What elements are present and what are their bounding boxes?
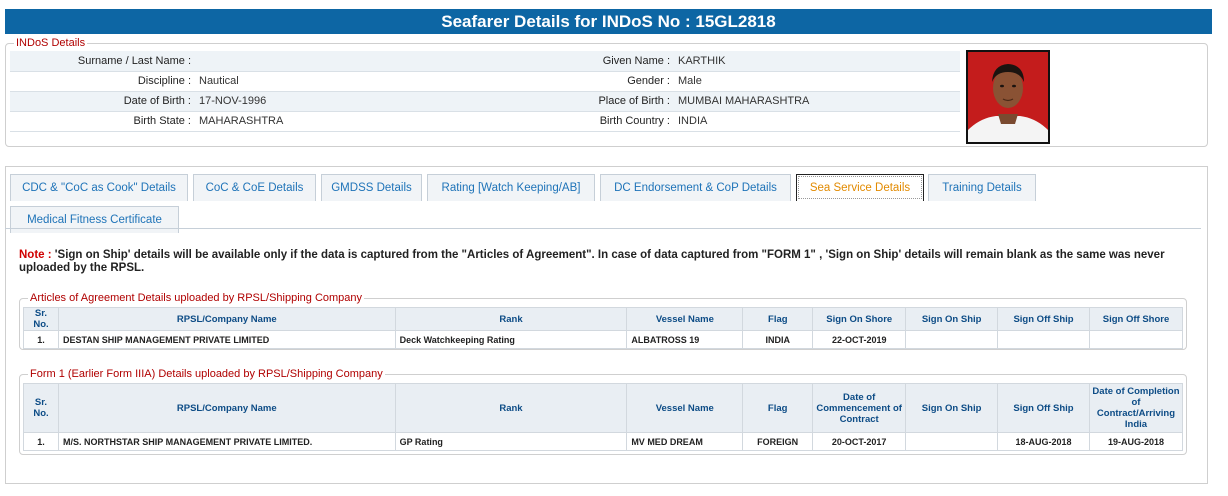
table-header-row bbox=[24, 384, 1183, 433]
note-label: Note : bbox=[19, 249, 52, 261]
col-header-completion: Date of Completion of Contract/Arriving India bbox=[1089, 384, 1182, 433]
cell-sign-off-shore bbox=[1090, 331, 1183, 349]
given-name-label: Given Name : bbox=[485, 51, 674, 71]
discipline-label: Discipline : bbox=[10, 71, 195, 91]
col-header-vessel: Vessel Name bbox=[627, 384, 743, 433]
place-of-birth-label: Place of Birth : bbox=[485, 91, 674, 111]
indos-details-section bbox=[5, 37, 1208, 147]
cell-flag: FOREIGN bbox=[743, 433, 813, 451]
tab-coc-coe[interactable]: CoC & CoE Details bbox=[193, 174, 316, 201]
tab-medical-fitness[interactable]: Medical Fitness Certificate bbox=[10, 206, 179, 233]
info-row bbox=[10, 71, 960, 91]
cell-rank: GP Rating bbox=[395, 433, 627, 451]
indos-info-table bbox=[10, 51, 960, 132]
col-header-commencement: Date of Commencement of Contract bbox=[813, 384, 906, 433]
col-header-flag: Flag bbox=[743, 384, 813, 433]
col-header-sign-off-ship: Sign Off Ship bbox=[998, 308, 1090, 331]
col-header-vessel: Vessel Name bbox=[627, 308, 743, 331]
table-header-row bbox=[24, 308, 1183, 331]
col-header-company: RPSL/Company Name bbox=[58, 384, 395, 433]
seafarer-photo bbox=[966, 50, 1050, 144]
birth-country-label: Birth Country : bbox=[485, 111, 674, 131]
cell-sr-no: 1. bbox=[24, 433, 59, 451]
table-row bbox=[24, 433, 1183, 451]
info-row bbox=[10, 51, 960, 71]
cell-company: M/S. NORTHSTAR SHIP MANAGEMENT PRIVATE LIMITED. bbox=[58, 433, 395, 451]
articles-legend: Articles of Agreement Details uploaded by RPSL/Shipping Company bbox=[30, 292, 363, 304]
col-header-sign-on-shore: Sign On Shore bbox=[813, 308, 906, 331]
cell-sr-no: 1. bbox=[24, 331, 59, 349]
tab-dc-endorsement-cop[interactable]: DC Endorsement & CoP Details bbox=[600, 174, 791, 201]
form1-section bbox=[19, 368, 1187, 455]
form1-table bbox=[23, 383, 1183, 451]
note-text: 'Sign on Ship' details will be available only if the data is captured from the "Articles of Agreement". In case of data captured from "FORM 1" , 'Sign on Ship' details will remain blank as the same was never uploaded by the RPSL. bbox=[19, 249, 1165, 274]
surname-label: Surname / Last Name : bbox=[10, 51, 195, 71]
given-name-value: KARTHIK bbox=[674, 51, 960, 71]
col-header-sr-no: Sr. No. bbox=[24, 308, 59, 331]
articles-table bbox=[23, 307, 1183, 349]
cell-sign-off-ship bbox=[998, 331, 1090, 349]
table-row bbox=[24, 331, 1183, 349]
gender-label: Gender : bbox=[485, 71, 674, 91]
person-photo-icon bbox=[968, 52, 1048, 142]
col-header-sr-no: Sr. No. bbox=[24, 384, 59, 433]
info-row bbox=[10, 91, 960, 111]
cell-vessel: ALBATROSS 19 bbox=[627, 331, 743, 349]
birth-state-label: Birth State : bbox=[10, 111, 195, 131]
col-header-flag: Flag bbox=[743, 308, 813, 331]
col-header-rank: Rank bbox=[395, 384, 627, 433]
tab-sea-service[interactable]: Sea Service Details bbox=[796, 174, 924, 201]
form1-legend: Form 1 (Earlier Form IIIA) Details uploaded by RPSL/Shipping Company bbox=[30, 368, 383, 380]
place-of-birth-value: MUMBAI MAHARASHTRA bbox=[674, 91, 960, 111]
tab-gmdss[interactable]: GMDSS Details bbox=[321, 174, 422, 201]
cell-completion: 19-AUG-2018 bbox=[1089, 433, 1182, 451]
birth-country-value: INDIA bbox=[674, 111, 960, 131]
col-header-rank: Rank bbox=[395, 308, 627, 331]
cell-vessel: MV MED DREAM bbox=[627, 433, 743, 451]
tab-cdc-coc-as-cook[interactable]: CDC & "CoC as Cook" Details bbox=[10, 174, 188, 201]
cell-company: DESTAN SHIP MANAGEMENT PRIVATE LIMITED bbox=[58, 331, 395, 349]
articles-of-agreement-section bbox=[19, 292, 1187, 350]
tab-rating-watch-keeping[interactable]: Rating [Watch Keeping/AB] bbox=[427, 174, 595, 201]
surname-value bbox=[195, 51, 485, 71]
page-title: Seafarer Details for INDoS No : 15GL2818 bbox=[5, 9, 1212, 34]
cell-flag: INDIA bbox=[743, 331, 813, 349]
dob-label: Date of Birth : bbox=[10, 91, 195, 111]
tab-training[interactable]: Training Details bbox=[928, 174, 1036, 201]
discipline-value: Nautical bbox=[195, 71, 485, 91]
col-header-sign-off-ship: Sign Off Ship bbox=[998, 384, 1090, 433]
gender-value: Male bbox=[674, 71, 960, 91]
col-header-company: RPSL/Company Name bbox=[58, 308, 395, 331]
cell-sign-on-ship bbox=[906, 433, 998, 451]
sea-service-note bbox=[19, 249, 1189, 275]
cell-sign-on-shore: 22-OCT-2019 bbox=[813, 331, 906, 349]
tab-strip-border bbox=[5, 228, 1201, 229]
indos-details-legend: INDoS Details bbox=[16, 37, 86, 49]
cell-sign-on-ship bbox=[906, 331, 998, 349]
col-header-sign-on-ship: Sign On Ship bbox=[906, 308, 998, 331]
cell-rank: Deck Watchkeeping Rating bbox=[395, 331, 627, 349]
dob-value: 17-NOV-1996 bbox=[195, 91, 485, 111]
cell-commencement: 20-OCT-2017 bbox=[813, 433, 906, 451]
col-header-sign-off-shore: Sign Off Shore bbox=[1090, 308, 1183, 331]
col-header-sign-on-ship: Sign On Ship bbox=[906, 384, 998, 433]
birth-state-value: MAHARASHTRA bbox=[195, 111, 485, 131]
cell-sign-off-ship: 18-AUG-2018 bbox=[998, 433, 1090, 451]
info-row bbox=[10, 111, 960, 131]
